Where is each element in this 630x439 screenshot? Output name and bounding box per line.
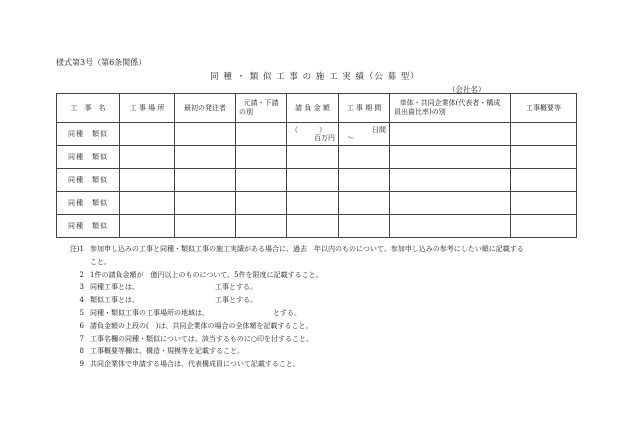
note-item — [58, 294, 578, 307]
note-text-part: 同種工事とは、 — [90, 283, 139, 292]
cell-site — [120, 123, 175, 146]
header-work-period: 工 事 期 間 — [339, 94, 390, 123]
note-text-part: 工事とする。 — [215, 283, 257, 292]
document-title: 同 種 ・ 類 似 工 事 の 施 工 実 績（公 募 型） — [210, 72, 420, 82]
cell-orderer — [175, 146, 236, 169]
header-orderer: 最初の発注者 — [175, 94, 236, 123]
cell-role — [236, 215, 287, 238]
table-row — [57, 169, 577, 192]
row-work-type: 同種 類似 — [57, 215, 120, 238]
cell-amount — [287, 192, 339, 215]
header-contract-role — [236, 94, 287, 123]
cell-period — [339, 146, 390, 169]
row-work-type: 同種 類似 — [57, 146, 120, 169]
note-item — [58, 333, 578, 346]
note-item — [58, 281, 578, 294]
note-number — [58, 256, 90, 269]
note-text-part: 同種・類似工事の工事場所の地域は、 — [90, 308, 209, 317]
cell-site — [120, 215, 175, 238]
cell-amount — [287, 146, 339, 169]
cell-jv — [390, 215, 511, 238]
header-work-name: 工 事 名 — [57, 94, 120, 123]
note-item — [58, 320, 578, 333]
cell-overview — [511, 215, 577, 238]
table-row — [57, 192, 577, 215]
cell-role — [236, 146, 287, 169]
cell-overview — [511, 192, 577, 215]
cell-orderer — [175, 215, 236, 238]
amount-unit: 百万円 — [314, 134, 335, 142]
table-row — [57, 123, 577, 146]
note-number: 8 — [79, 347, 84, 356]
cell-amount — [287, 169, 339, 192]
note-text-part: 類似工事とは、 — [90, 296, 139, 305]
cell-site — [120, 192, 175, 215]
note-text: 1件の請負金額が 億円以上のものについて、5件を限度に記載すること。 — [90, 270, 323, 279]
note-number: 注)1 — [69, 245, 84, 253]
note-text: 請負金額の上段の( )は、共同企業体の場合の全体額を記載すること。 — [90, 321, 313, 330]
period-tilde: ～ — [347, 134, 354, 142]
note-text: 工事概要等欄は、構造・規模等を記載すること。 — [90, 347, 244, 356]
cell-overview — [511, 146, 577, 169]
header-work-site: 工 事 場 所 — [120, 94, 175, 123]
cell-period — [339, 169, 390, 192]
form-number: 様式第3号（第6条関係） — [56, 58, 147, 67]
note-text-part: 工事とする。 — [215, 296, 257, 305]
cell-jv — [390, 169, 511, 192]
note-number: 6 — [79, 321, 84, 330]
header-work-overview: 工事概要等 — [511, 94, 577, 123]
cell-amount — [287, 215, 339, 238]
note-text: 共同企業体で申請する場合は、代表構成員について記載すること。 — [90, 360, 300, 369]
amount-jv-paren: （ ） — [291, 126, 326, 134]
cell-period — [339, 123, 390, 146]
row-work-type: 同種 類似 — [57, 123, 120, 146]
header-jv-line2: 員出資比率)の別 — [394, 108, 446, 116]
company-name-label: （会社名） — [448, 85, 486, 94]
cell-period — [339, 192, 390, 215]
note-text: 参加申し込みの工事と同種・類似工事の施工実績がある場合に、過去 年以内のものについて、参加申し込みの参考にしたい順に記載する — [90, 245, 524, 253]
note-number: 4 — [79, 296, 84, 305]
note-text: 工事名欄の同種・類似については、該当するものに○印を付すること。 — [90, 334, 313, 343]
cell-jv — [390, 192, 511, 215]
cell-overview — [511, 123, 577, 146]
table-row — [57, 146, 577, 169]
header-contract-amount: 請 負 金 額 — [287, 94, 339, 123]
notes-section — [58, 243, 578, 371]
cell-role — [236, 192, 287, 215]
note-item — [58, 358, 578, 371]
table-row — [57, 215, 577, 238]
header-role-line2: の別 — [239, 108, 253, 116]
note-number: 5 — [79, 308, 84, 317]
note-number: 7 — [79, 334, 84, 343]
cell-role — [236, 123, 287, 146]
row-work-type: 同種 類似 — [57, 192, 120, 215]
cell-orderer — [175, 123, 236, 146]
note-number: 3 — [79, 283, 84, 292]
cell-jv — [390, 146, 511, 169]
note-item — [58, 307, 578, 320]
header-role-line1: 元請・下請 — [243, 99, 279, 108]
note-text-part: とする。 — [273, 308, 301, 317]
note-item — [58, 269, 578, 282]
cell-period — [339, 215, 390, 238]
cell-site — [120, 146, 175, 169]
cell-orderer — [175, 192, 236, 215]
cell-jv — [390, 123, 511, 146]
cell-amount — [287, 123, 339, 146]
period-days-unit: 日間 — [372, 126, 386, 134]
cell-role — [236, 169, 287, 192]
construction-record-table — [56, 93, 577, 238]
note-item — [58, 243, 578, 256]
cell-overview — [511, 169, 577, 192]
header-jv-type — [390, 94, 511, 123]
cell-orderer — [175, 169, 236, 192]
row-work-type: 同種 類似 — [57, 169, 120, 192]
note-item — [58, 345, 578, 358]
note-item — [58, 256, 578, 269]
cell-site — [120, 169, 175, 192]
note-number: 9 — [79, 360, 84, 369]
header-jv-line1: 単体・共同企業体(代表者・構成 — [399, 99, 501, 108]
table-header-row — [57, 94, 577, 123]
note-text: こと。 — [90, 257, 111, 266]
note-number: 2 — [79, 270, 84, 279]
